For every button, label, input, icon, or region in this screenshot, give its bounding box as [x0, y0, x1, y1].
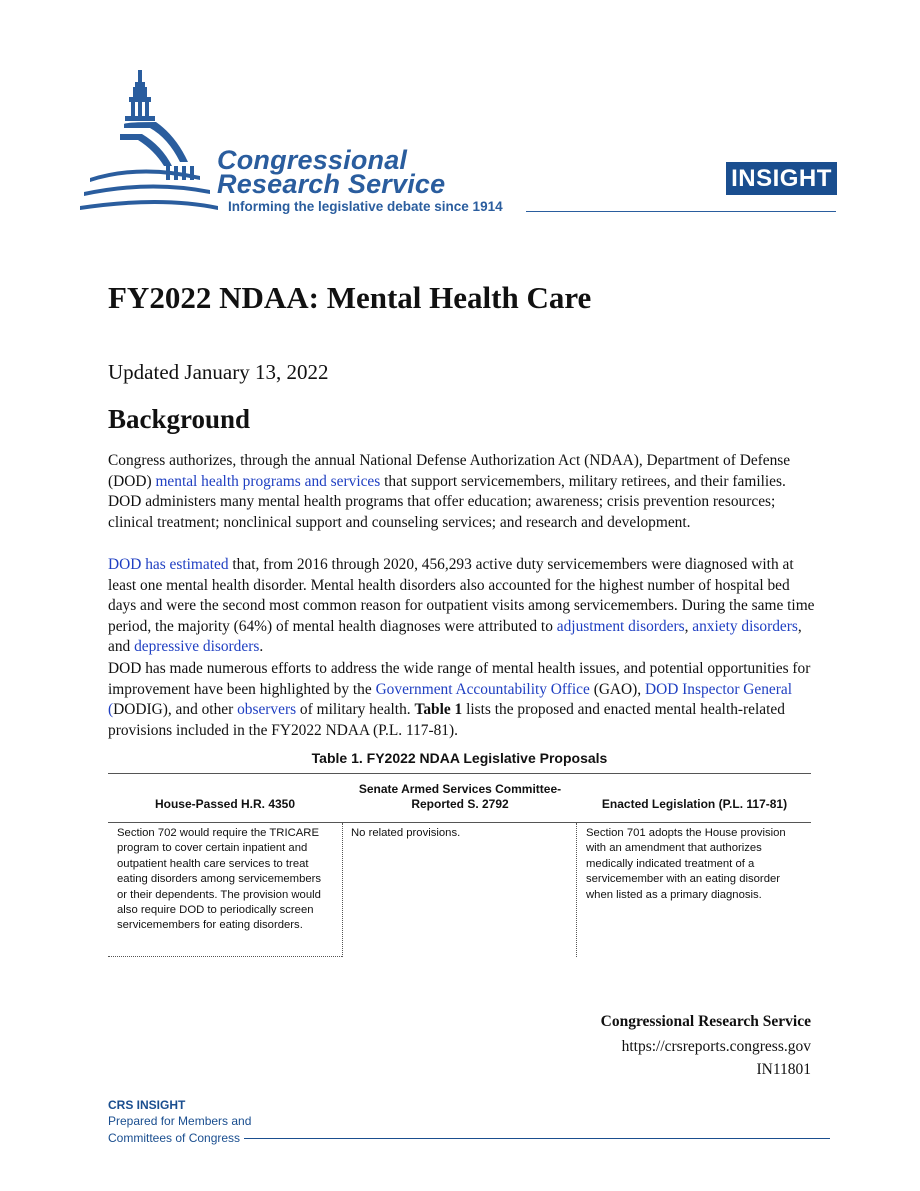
- paragraph-text: , and: [108, 617, 802, 655]
- table-header-senate: Senate Armed Services Committee-Reported S. 2792: [358, 782, 562, 811]
- logo-tagline: Informing the legislative debate since 1914: [228, 199, 503, 214]
- paragraph-text: lists the proposed and enacted mental health-related provisions included in the FY2022 NDAA (P.L. 117-81).: [108, 701, 785, 739]
- paragraph-1: [108, 451, 818, 533]
- crs-name: Congressional Research Service: [600, 1013, 811, 1030]
- paragraph-3: [108, 659, 818, 741]
- table-top-rule: [108, 773, 811, 774]
- paragraph-text: that support servicemembers, military retirees, and their families. DOD administers many mental health programs that offer education; awareness; crisis prevention resources; clinical treatment; nonclinical support and counseling services; and research and development.: [108, 472, 786, 531]
- table-cell-enacted: Section 701 adopts the House provision with an amendment that authorizes medically indicated treatment of a servicemember with an eating disorder when listed as a primary diagnosis.: [586, 827, 786, 901]
- logo-text-congressional: Congressional: [217, 145, 408, 175]
- table-header-rule: [108, 822, 811, 823]
- paragraph-text: DODIG), and other: [113, 701, 238, 718]
- footer-divider: [244, 1138, 830, 1139]
- table-header-enacted: Enacted Legislation (P.L. 117-81): [601, 797, 788, 811]
- crs-url-link[interactable]: https://crsreports.congress.gov: [621, 1038, 811, 1055]
- paragraph-text: of military health.: [296, 701, 415, 718]
- paragraph-2: [108, 555, 818, 658]
- table-bottom-rule: [108, 956, 342, 957]
- footer-heading: CRS INSIGHT: [108, 1098, 186, 1112]
- table-cell-house: Section 702 would require the TRICARE program to cover certain inpatient and outpatient health care services to treat eating disorders among servicemembers or their dependents. The provision would also require DOD to periodically screen servicemembers for eating disorders.: [117, 827, 322, 932]
- paragraph-text: Congress authorizes, through the annual National Defense Authorization Act (NDAA), Department of Defense (DOD): [108, 452, 791, 490]
- paragraph-text: that, from 2016 through 2020, 456,293 active duty servicemembers were diagnosed with at least one mental health disorder. Mental health disorders also accounted for the highest number of hospital bed days and were the second most common reason for outpatient visits among servicemembers. During the same time period, the majority (64%) of mental health diagnoses were attributed to: [108, 556, 815, 635]
- link-anxiety-disorders[interactable]: anxiety disorders: [692, 617, 798, 635]
- link-mental-health-programs[interactable]: mental health programs and services: [155, 472, 381, 490]
- logo-divider: [526, 211, 836, 212]
- insight-badge: INSIGHT: [726, 162, 837, 195]
- updated-date: Updated January 13, 2022: [108, 360, 329, 384]
- report-id: IN11801: [756, 1061, 811, 1078]
- section-heading-background: Background: [108, 404, 251, 434]
- link-adjustment-disorders[interactable]: adjustment disorders: [556, 617, 685, 635]
- logo-text-research-service: Research Service: [217, 169, 446, 199]
- paragraph-text: ,: [684, 617, 693, 635]
- link-observers[interactable]: observers: [237, 701, 297, 718]
- paragraph-text: (GAO),: [589, 680, 645, 698]
- link-depressive-disorders[interactable]: depressive disorders: [134, 638, 260, 655]
- paragraph-text: .: [259, 638, 264, 655]
- capitol-dome-icon: [80, 66, 220, 216]
- paragraph-text: DOD has made numerous efforts to address the wide range of mental health issues, and potential opportunities for improvement have been highlighted by the: [108, 660, 811, 698]
- table-caption: Table 1. FY2022 NDAA Legislative Proposals: [311, 750, 608, 766]
- crs-logo: [80, 66, 840, 226]
- link-gao[interactable]: Government Accountability Office: [375, 680, 590, 698]
- footer-line-1: Prepared for Members and: [108, 1114, 252, 1128]
- page-title: FY2022 NDAA: Mental Health Care: [108, 280, 592, 315]
- table-cell-senate: No related provisions.: [351, 827, 461, 839]
- table-reference: Table 1: [414, 701, 463, 718]
- link-dod-estimated[interactable]: DOD has estimated: [108, 556, 229, 573]
- table-header-house: House-Passed H.R. 4350: [154, 797, 296, 811]
- footer-line-2: Committees of Congress: [108, 1131, 241, 1145]
- table-column-divider: [576, 823, 577, 957]
- link-dod-inspector-general[interactable]: DOD Inspector General (: [108, 680, 792, 718]
- table-column-divider: [342, 823, 343, 957]
